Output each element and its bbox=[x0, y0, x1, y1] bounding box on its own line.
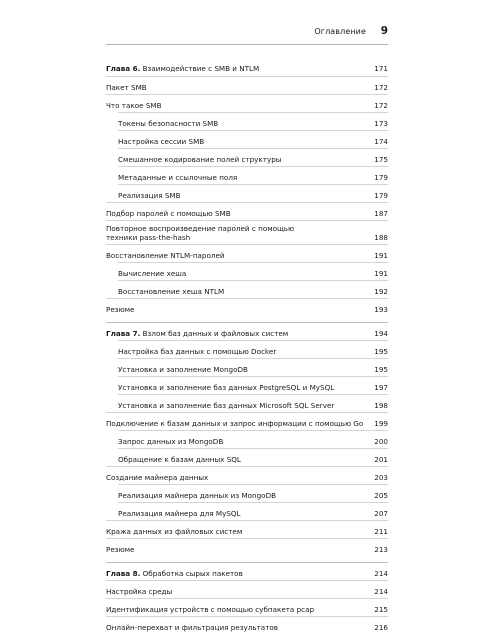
toc-entry-row bbox=[118, 502, 388, 521]
dot-leader bbox=[224, 437, 373, 446]
toc-entry-row bbox=[118, 184, 388, 203]
toc-entry-row bbox=[106, 94, 388, 113]
toc-entry-label bbox=[106, 473, 208, 482]
toc-entry-title: Онлайн-перехват и фильтрация результатов bbox=[106, 623, 279, 632]
toc-entry-label bbox=[106, 83, 147, 92]
toc-entry bbox=[106, 623, 388, 632]
toc-entry bbox=[118, 137, 388, 146]
dot-leader bbox=[282, 155, 373, 164]
toc-page-number: 213 bbox=[374, 545, 388, 554]
toc-entry-row bbox=[118, 430, 388, 449]
toc-page-number: 193 bbox=[374, 305, 388, 314]
toc-page-number: 179 bbox=[374, 191, 388, 200]
toc-entry-label bbox=[106, 527, 242, 536]
chapter-number: Глава 7. bbox=[106, 329, 141, 338]
toc-entry-row bbox=[118, 358, 388, 377]
toc-entry-label bbox=[106, 209, 231, 218]
toc-entry bbox=[106, 605, 388, 614]
toc-entry-label bbox=[118, 119, 218, 128]
toc-page-number: 172 bbox=[374, 101, 388, 110]
toc-entry-title: Метаданные и ссылочные поля bbox=[118, 173, 238, 182]
toc-page-number: 174 bbox=[374, 137, 388, 146]
toc-page-number: 192 bbox=[374, 287, 388, 296]
toc-entry-row bbox=[106, 202, 388, 221]
toc-page-number: 198 bbox=[374, 401, 388, 410]
dot-leader bbox=[279, 623, 373, 632]
toc-entry bbox=[118, 347, 388, 356]
toc-page-number: 203 bbox=[374, 473, 388, 482]
toc-entry-row bbox=[118, 484, 388, 503]
toc-entry bbox=[106, 251, 388, 260]
toc-entry-title: Реализация майнера для MySQL bbox=[118, 509, 241, 518]
dot-leader bbox=[242, 455, 373, 464]
toc-entry-label bbox=[118, 509, 241, 518]
dot-leader bbox=[277, 491, 373, 500]
dot-leader bbox=[135, 305, 373, 314]
toc-page-number: 214 bbox=[374, 587, 388, 596]
toc-entry-row bbox=[118, 448, 388, 467]
toc-page-number: 201 bbox=[374, 455, 388, 464]
toc-entry-title: Подбор паролей с помощью SMB bbox=[106, 209, 231, 218]
toc-entry-row bbox=[106, 298, 388, 317]
toc-page-number: 194 bbox=[374, 329, 388, 338]
toc-page-number: 188 bbox=[374, 233, 388, 242]
toc-entry-row bbox=[106, 76, 388, 95]
chapter-title: Взаимодействие с SMB и NTLM bbox=[142, 64, 260, 73]
chapter-title: Обработка сырых пакетов bbox=[142, 569, 243, 578]
toc-entry-row bbox=[118, 130, 388, 149]
toc-entry-title: Установка и заполнение баз данных Microsoft SQL Server bbox=[118, 401, 335, 410]
toc-entry bbox=[118, 491, 388, 500]
toc-chapter-row bbox=[106, 58, 388, 76]
dot-leader bbox=[148, 83, 374, 92]
toc-entry-row bbox=[106, 616, 388, 635]
toc-entry-row bbox=[118, 112, 388, 131]
toc-entry-label bbox=[106, 569, 243, 578]
toc-page-number: 207 bbox=[374, 509, 388, 518]
toc-entry-label bbox=[106, 623, 278, 632]
dot-leader bbox=[315, 605, 373, 614]
toc-entry bbox=[118, 401, 388, 410]
toc-entry bbox=[118, 269, 388, 278]
toc-entry bbox=[118, 119, 388, 128]
toc-entry bbox=[106, 305, 388, 314]
toc-entry-row bbox=[118, 340, 388, 359]
toc-entry-title: Резюме bbox=[106, 305, 135, 314]
toc-entry-title: Реализация SMB bbox=[118, 191, 181, 200]
toc-entry-row bbox=[118, 148, 388, 167]
toc-entry bbox=[118, 437, 388, 446]
toc-entry-label bbox=[106, 329, 288, 338]
chapter-title: Взлом баз данных и файловых систем bbox=[142, 329, 289, 338]
dot-leader bbox=[335, 401, 373, 410]
toc-entry-row bbox=[118, 394, 388, 413]
dot-leader bbox=[187, 269, 373, 278]
toc-entry-row bbox=[106, 520, 388, 539]
toc-entry bbox=[118, 455, 388, 464]
toc-entry-label bbox=[118, 287, 224, 296]
toc-page-number: 175 bbox=[374, 155, 388, 164]
toc-entry-label bbox=[106, 101, 162, 110]
toc-page-number: 199 bbox=[374, 419, 388, 428]
toc-entry-row bbox=[106, 580, 388, 599]
toc-entry-title: Настройка среды bbox=[106, 587, 173, 596]
toc-entry bbox=[106, 473, 388, 482]
toc-entry-label bbox=[118, 455, 241, 464]
dot-leader bbox=[226, 251, 374, 260]
toc-page-number: 200 bbox=[374, 437, 388, 446]
toc-entry-title: Резюме bbox=[106, 545, 135, 554]
toc-entry-title: техники pass-the-hash bbox=[106, 233, 191, 242]
toc-entry-label bbox=[106, 587, 172, 596]
toc-page-number: 205 bbox=[374, 491, 388, 500]
toc-page-number: 173 bbox=[374, 119, 388, 128]
toc-entry bbox=[106, 83, 388, 92]
toc-entry-title: Подключение к базам данных и запрос информации с помощью Go bbox=[106, 419, 364, 428]
toc-entry-title: Настройка баз данных с помощью Docker bbox=[118, 347, 277, 356]
toc-entry-label bbox=[118, 491, 276, 500]
toc-entry-title: Кража данных из файловых систем bbox=[106, 527, 243, 536]
dot-leader bbox=[205, 137, 373, 146]
dot-leader bbox=[219, 119, 373, 128]
toc-page-number: 179 bbox=[374, 173, 388, 182]
toc-entry-label bbox=[106, 64, 259, 73]
dot-leader bbox=[191, 233, 373, 242]
toc-entry bbox=[118, 155, 388, 164]
dot-leader bbox=[242, 509, 374, 518]
toc-entry bbox=[118, 287, 388, 296]
toc-page-number: 214 bbox=[374, 569, 388, 578]
toc-entry-row bbox=[106, 220, 388, 245]
toc-entry-label bbox=[106, 605, 314, 614]
toc-entry-row bbox=[118, 280, 388, 299]
toc-entry-row bbox=[106, 538, 388, 557]
toc-entry-title: Пакет SMB bbox=[106, 83, 147, 92]
toc-entry-row bbox=[106, 412, 388, 431]
toc-page-number: 195 bbox=[374, 347, 388, 356]
toc-entry-title: Обращение к базам данных SQL bbox=[118, 455, 241, 464]
toc-entry bbox=[106, 587, 388, 596]
running-header bbox=[106, 26, 388, 40]
toc-entry-title: Восстановление NTLM-паролей bbox=[106, 251, 225, 260]
dot-leader bbox=[260, 64, 373, 73]
toc-entry-title-line1: Повторное воспроизведение паролей с помощью bbox=[106, 224, 295, 233]
header-divider bbox=[106, 44, 388, 45]
toc-entry-label bbox=[118, 437, 223, 446]
dot-leader bbox=[335, 383, 373, 392]
toc-entry-label bbox=[118, 401, 334, 410]
toc-entry bbox=[118, 509, 388, 518]
dot-leader bbox=[277, 347, 373, 356]
toc-entry-label bbox=[118, 191, 181, 200]
toc-entry bbox=[106, 545, 388, 554]
toc-entry-title: Токены безопасности SMB bbox=[118, 119, 219, 128]
toc-entry-label bbox=[118, 173, 237, 182]
toc-page-number: 187 bbox=[374, 209, 388, 218]
toc-entry bbox=[106, 101, 388, 110]
toc-entry-label bbox=[118, 383, 334, 392]
chapter-number: Глава 6. bbox=[106, 64, 141, 73]
toc-entry-row bbox=[118, 262, 388, 281]
toc-page-number: 195 bbox=[374, 365, 388, 374]
dot-leader bbox=[225, 287, 373, 296]
dot-leader bbox=[364, 419, 373, 428]
toc-entry-title: Смешанное кодирование полей структуры bbox=[118, 155, 282, 164]
dot-leader bbox=[238, 173, 373, 182]
toc-entry-label bbox=[118, 137, 204, 146]
toc-entry-label bbox=[106, 545, 134, 554]
toc-entry-title: Установка и заполнение баз данных PostgreSQL и MySQL bbox=[118, 383, 335, 392]
dot-leader bbox=[289, 329, 373, 338]
dot-leader bbox=[244, 569, 373, 578]
toc-entry-row bbox=[118, 166, 388, 185]
toc-entry-label bbox=[118, 347, 276, 356]
dot-leader bbox=[243, 527, 373, 536]
toc-chapter-row bbox=[106, 562, 388, 581]
toc-entry-row bbox=[106, 466, 388, 485]
toc-entry-label bbox=[106, 251, 225, 260]
toc-entry bbox=[118, 365, 388, 374]
dot-leader bbox=[249, 365, 373, 374]
toc-entry-title: Идентификация устройств с помощью субпакета pcap bbox=[106, 605, 315, 614]
toc-entry bbox=[106, 209, 388, 218]
toc-entry bbox=[118, 191, 388, 200]
chapter-number: Глава 8. bbox=[106, 569, 141, 578]
toc-entry-title: Запрос данных из MongoDB bbox=[118, 437, 224, 446]
toc-page-number: 215 bbox=[374, 605, 388, 614]
dot-leader bbox=[232, 209, 374, 218]
toc-entry bbox=[118, 383, 388, 392]
toc-entry-title: Создание майнера данных bbox=[106, 473, 209, 482]
toc-page-number: 191 bbox=[374, 251, 388, 260]
toc-chapter-row bbox=[106, 322, 388, 341]
toc-entry bbox=[106, 64, 388, 73]
toc-entry bbox=[106, 329, 388, 338]
running-header-title: Оглавление bbox=[314, 27, 366, 36]
toc-entry-label bbox=[118, 269, 186, 278]
toc-entry bbox=[106, 233, 388, 242]
toc-entry-row bbox=[106, 244, 388, 263]
toc-page-number: 197 bbox=[374, 383, 388, 392]
toc-entry-title: Восстановление хеша NTLM bbox=[118, 287, 225, 296]
dot-leader bbox=[173, 587, 373, 596]
toc-page-number: 191 bbox=[374, 269, 388, 278]
toc-entry bbox=[118, 173, 388, 182]
toc-entry-title: Что такое SMB bbox=[106, 101, 162, 110]
toc-entry-title: Настройка сессии SMB bbox=[118, 137, 205, 146]
toc-entry-label bbox=[106, 419, 363, 428]
page-number: 9 bbox=[380, 25, 388, 37]
toc-entry-row bbox=[106, 598, 388, 617]
dot-leader bbox=[135, 545, 373, 554]
toc-entry bbox=[106, 419, 388, 428]
dot-leader bbox=[163, 101, 374, 110]
toc-entry-title: Установка и заполнение MongoDB bbox=[118, 365, 248, 374]
toc-page-number: 171 bbox=[374, 64, 388, 73]
toc-page-number: 211 bbox=[374, 527, 388, 536]
dot-leader bbox=[182, 191, 374, 200]
toc-entry bbox=[106, 569, 388, 578]
toc-entry-label bbox=[106, 305, 134, 314]
toc-entry-label bbox=[106, 233, 190, 242]
toc-entry-title: Реализация майнера данных из MongoDB bbox=[118, 491, 277, 500]
toc-entry bbox=[106, 527, 388, 536]
dot-leader bbox=[209, 473, 373, 482]
toc-page-number: 172 bbox=[374, 83, 388, 92]
toc-entry-title: Вычисление хеша bbox=[118, 269, 187, 278]
toc-entry-row bbox=[118, 376, 388, 395]
toc-page-number: 216 bbox=[374, 623, 388, 632]
toc-entry-label bbox=[118, 365, 248, 374]
toc-entry-label bbox=[118, 155, 281, 164]
